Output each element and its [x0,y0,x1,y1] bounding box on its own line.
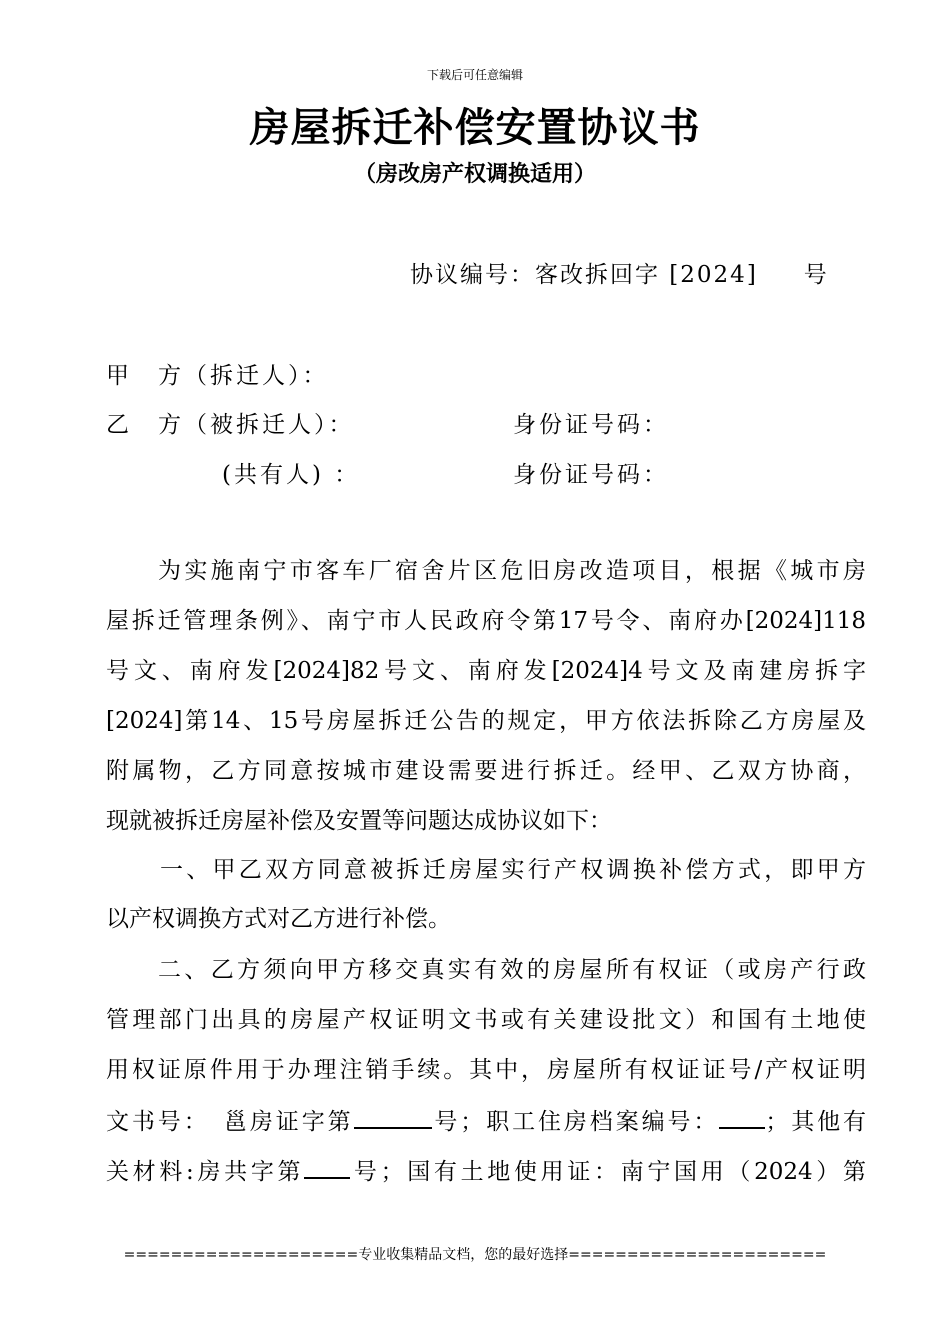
preamble-line: 屋拆迁管理条例》、南宁市人民政府令第17号令、南府办[2024]118 [106,608,866,634]
certificate-number-blank [354,1105,432,1129]
party-b-label: 乙 方（被拆迁人）： [106,412,355,438]
certificate-number-label: 文书号： 邕房证字第 [106,1109,354,1135]
party-a-label: 甲 方（拆迁人）： [106,363,329,389]
id-number-label-co-owner: 身份证号码： [513,462,669,488]
preamble-line: 附属物，乙方同意按城市建设需要进行拆迁。经甲、乙双方协商， [106,758,866,784]
land-use-certificate-label: 号；国有土地使用证：南宁国用（2024）第 [350,1159,866,1185]
clause-2-line: 管理部门出具的房屋产权证明文书或有关建设批文）和国有土地使 [106,1007,866,1033]
preamble-line: [2024]第14、15号房屋拆迁公告的规定，甲方依法拆除乙方房屋及 [106,708,866,734]
co-owner-label: (共有人) ： [222,462,361,488]
housing-archive-blank [719,1105,765,1129]
housing-archive-label: 号；职工住房档案编号： [431,1109,720,1135]
page-footer: ====================专业收集精品文档，您的最好选择====================== [123,1247,827,1263]
document-subtitle: （房改房产权调换适用） [353,161,596,187]
preamble-line: 为实施南宁市客车厂宿舍片区危旧房改造项目，根据《城市房 [158,558,866,584]
agreement-number-suffix: 号 [803,262,829,288]
id-number-label-party-b: 身份证号码： [513,412,669,438]
clause-2-line [106,1155,866,1185]
joint-house-blank [304,1155,350,1179]
download-note: 下载后可任意编辑 [426,68,523,82]
preamble-line: 号文、南府发[2024]82号文、南府发[2024]4号文及南建房拆字 [106,658,866,684]
clause-1-line: 以产权调换方式对乙方进行补偿。 [106,906,451,932]
clause-2-line [106,1105,866,1135]
clause-2-line: 二、乙方须向甲方移交真实有效的房屋所有权证（或房产行政 [158,957,866,983]
document-title: 房屋拆迁补偿安置协议书 [249,104,701,151]
joint-house-label: 关材料:房共字第 [106,1159,305,1185]
other-materials-label: ；其他有 [765,1109,867,1135]
agreement-number [410,256,829,289]
clause-2-line: 用权证原件用于办理注销手续。其中，房屋所有权证证号/产权证明 [106,1057,866,1083]
preamble-line: 现就被拆迁房屋补偿及安置等问题达成协议如下： [106,808,612,834]
agreement-number-label: 协议编号：客改拆回字 [2024] [410,262,758,288]
clause-1-line: 一、甲乙双方同意被拆迁房屋实行产权调换补偿方式，即甲方 [160,857,866,883]
